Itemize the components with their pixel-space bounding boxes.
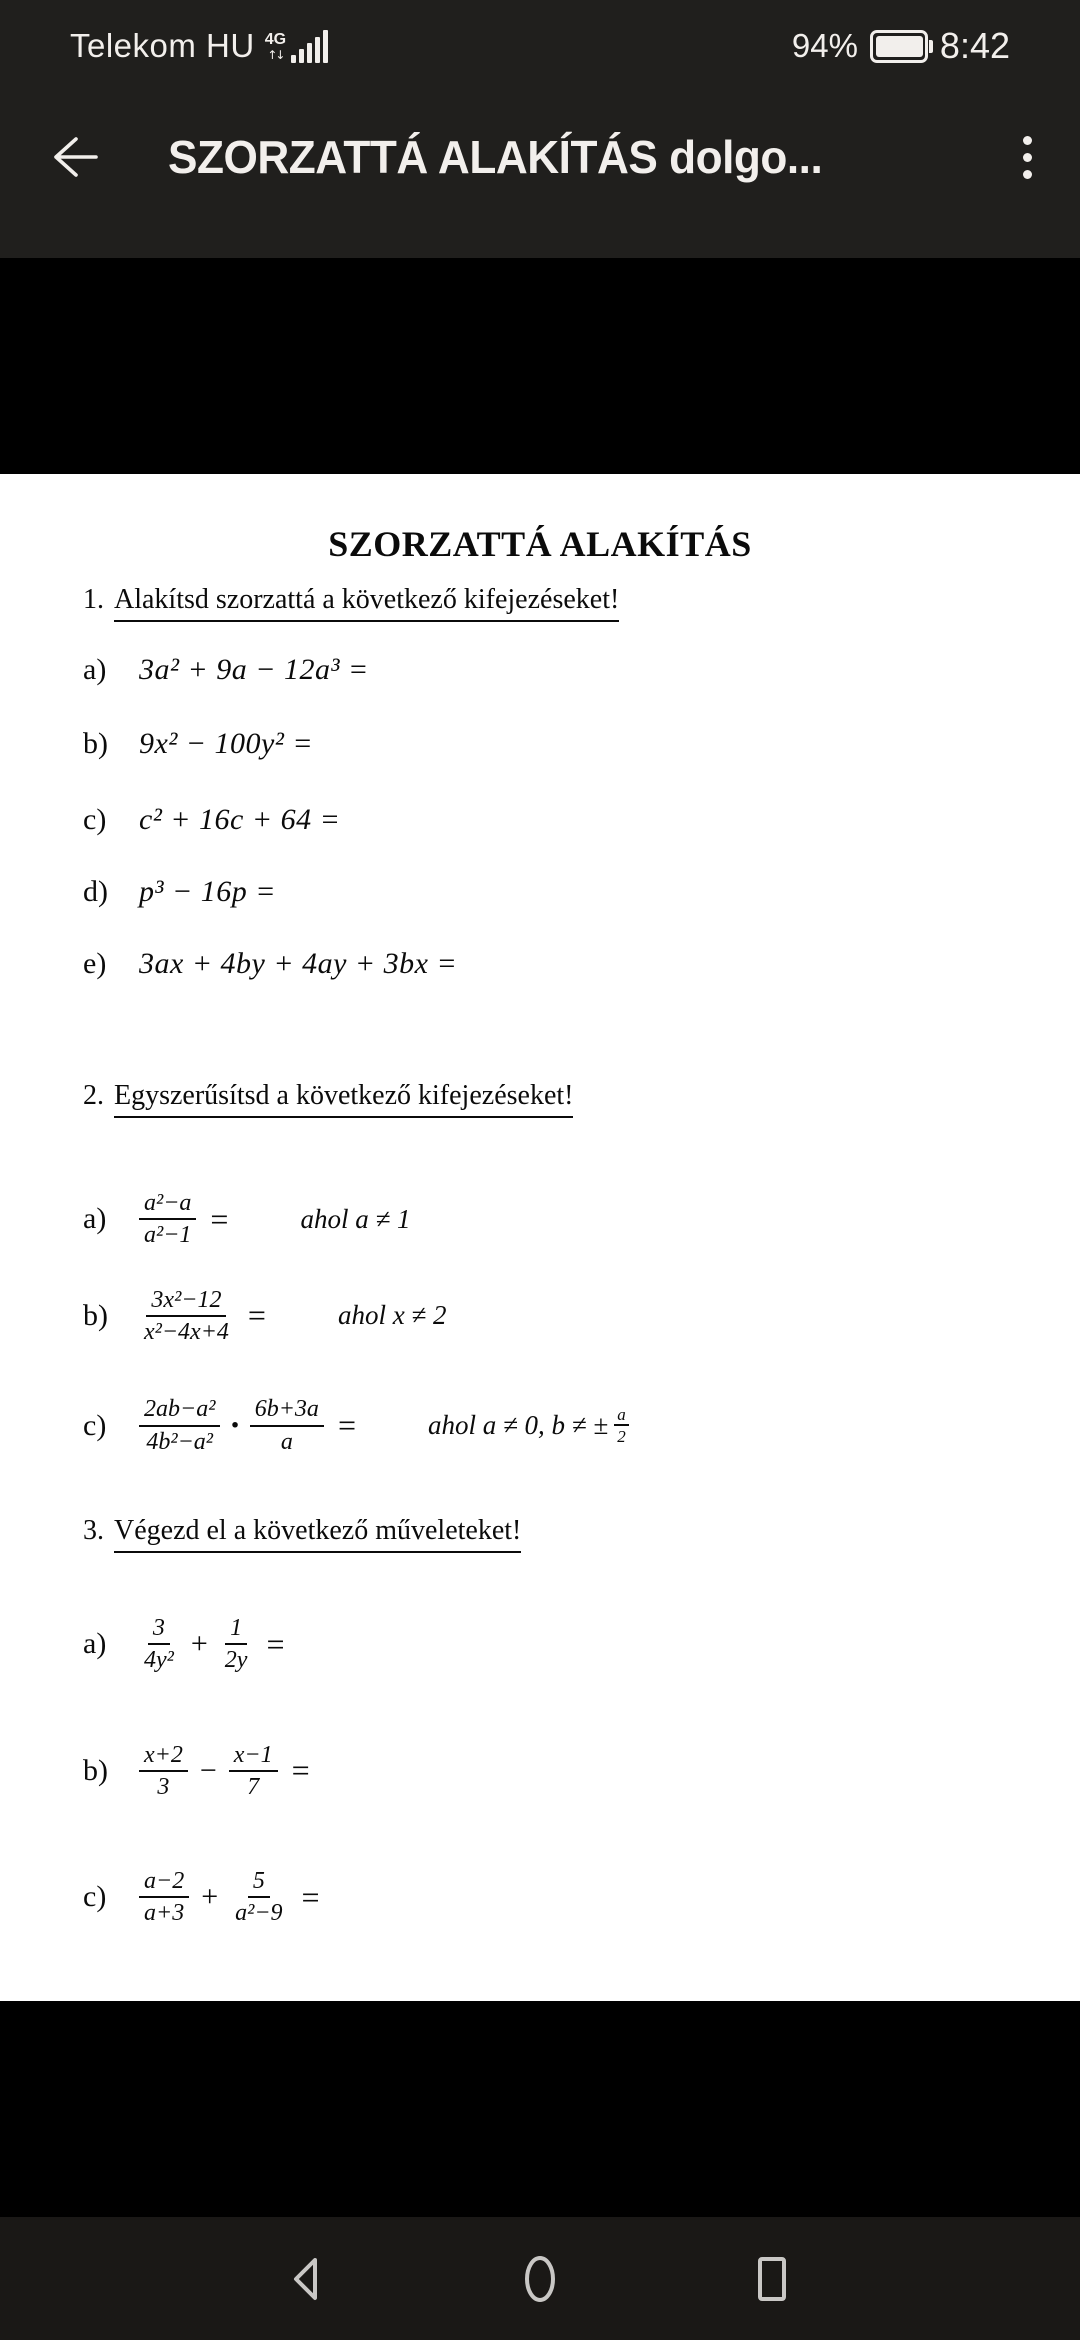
item-label: c) — [83, 1880, 107, 1914]
section-2-heading — [83, 1079, 1080, 1118]
back-button[interactable] — [42, 125, 106, 189]
math-expression: 9x² − 100y² = — [139, 727, 314, 760]
exercise-1c-row — [83, 802, 1080, 838]
equals-sign: = — [266, 1625, 285, 1662]
nav-recents-button[interactable] — [748, 2255, 796, 2303]
worksheet-title: SZORZATTÁ ALAKÍTÁS — [328, 524, 752, 564]
cellular-signal-icon — [265, 30, 328, 63]
plus-operator: + — [201, 1880, 219, 1914]
exercise-2a-row — [83, 1189, 1080, 1250]
exercise-1d-row — [83, 874, 1080, 910]
equals-sign: = — [301, 1878, 320, 1915]
item-label: a) — [83, 1202, 107, 1236]
domain-condition: ahol a ≠ 0, b ≠ ± $\frac{a}{2}$ — [428, 1405, 631, 1447]
item-label: d) — [83, 875, 108, 908]
section-number: 1. — [83, 584, 104, 615]
carrier-label: Telekom HU — [70, 27, 255, 64]
exercise-3c-row — [83, 1867, 1080, 1928]
math-expression: c² + 16c + 64 = — [139, 803, 341, 836]
nav-home-button[interactable] — [516, 2255, 564, 2303]
domain-condition: ahol x ≠ 2 — [337, 1300, 447, 1331]
equals-sign: = — [210, 1200, 229, 1237]
status-bar — [0, 0, 1080, 92]
document-title-bar: SZORZATTÁ ALAKÍTÁS dolgo... — [168, 131, 823, 183]
fraction: $\frac{\text{3x²−12}}{\text{x²−4x+4}}$ — [144, 1286, 229, 1345]
fraction: $\frac{6b+3a}{a}$ — [250, 1395, 324, 1456]
plus-operator: + — [190, 1627, 208, 1661]
document-page[interactable] — [0, 474, 1080, 2001]
recents-square-icon — [748, 2255, 796, 2303]
exercise-3a-row — [83, 1614, 1080, 1675]
system-header — [0, 0, 1080, 258]
network-type-badge: 4G — [264, 30, 287, 48]
back-triangle-icon — [284, 2255, 332, 2303]
android-navigation-bar — [0, 2217, 1080, 2340]
exercise-1b-row — [83, 726, 1080, 762]
signal-bars-icon — [291, 30, 328, 63]
exercise-1a-row — [83, 652, 1080, 688]
fraction: $\frac{5}{\text{a²−9}}$ — [235, 1868, 283, 1927]
overflow-menu-button[interactable] — [1017, 130, 1038, 185]
math-expression: 3a² + 9a − 12a³ = — [139, 653, 369, 686]
item-label: a) — [83, 1627, 107, 1661]
battery-percent-label: 94% — [791, 27, 858, 64]
item-label: b) — [83, 1298, 108, 1332]
fraction: $\frac{x-1}{7}$ — [229, 1741, 278, 1802]
nav-back-button[interactable] — [284, 2255, 332, 2303]
app-bar — [0, 92, 1080, 258]
data-activity-arrows-icon: ↑↓ — [267, 47, 284, 62]
math-expression: p³ − 16p = — [139, 875, 276, 908]
math-expression: 3ax + 4by + 4ay + 3bx = — [139, 947, 458, 980]
item-label: c) — [83, 1408, 107, 1442]
home-circle-icon — [516, 2255, 564, 2303]
exercise-3b-row — [83, 1741, 1080, 1802]
item-label: c) — [83, 803, 107, 836]
multiplication-dot: · — [229, 1406, 241, 1444]
section-title: Végezd el a következő műveleteket! — [114, 1514, 521, 1553]
equals-sign: = — [247, 1297, 266, 1334]
domain-condition: ahol a ≠ 1 — [300, 1203, 411, 1234]
fraction: $\frac{1}{2y}$ — [224, 1614, 248, 1674]
exercise-2c-row — [83, 1395, 1080, 1456]
equals-sign: = — [291, 1752, 310, 1789]
clock-label: 8:42 — [939, 25, 1010, 66]
fraction: $\frac{x+2}{3}$ — [139, 1741, 188, 1802]
item-label: b) — [83, 1753, 108, 1787]
section-3-heading — [83, 1514, 1080, 1553]
section-title: Alakítsd szorzattá a következő kifejezéseket! — [114, 583, 619, 622]
section-1-heading — [83, 583, 1080, 622]
fraction: $\frac{\text{2ab−a²}}{\text{4b²−a²}}$ — [139, 1395, 220, 1456]
exercise-2b-row — [83, 1286, 1080, 1347]
item-label: e) — [83, 947, 107, 980]
battery-icon — [870, 30, 928, 63]
section-number: 2. — [83, 1080, 104, 1111]
fraction: $\frac{a}{2}$ — [612, 1405, 631, 1447]
exercise-1e-row — [83, 946, 1080, 982]
section-title: Egyszerűsítsd a következő kifejezéseket! — [114, 1079, 573, 1118]
section-number: 3. — [83, 1514, 104, 1546]
fraction: $\frac{3}{\text{4y²}}$ — [144, 1614, 174, 1674]
equals-sign: = — [337, 1407, 356, 1444]
fraction: $\frac{\text{a²−a}}{\text{a²−1}}$ — [139, 1189, 196, 1250]
fraction: $\frac{a-2}{a+3}$ — [139, 1867, 189, 1928]
item-label: a) — [83, 653, 107, 686]
arrow-left-icon — [46, 129, 102, 185]
minus-operator: − — [199, 1753, 217, 1787]
letterbox-top — [0, 258, 1080, 474]
item-label: b) — [83, 727, 108, 760]
letterbox-bottom — [0, 2001, 1080, 2217]
